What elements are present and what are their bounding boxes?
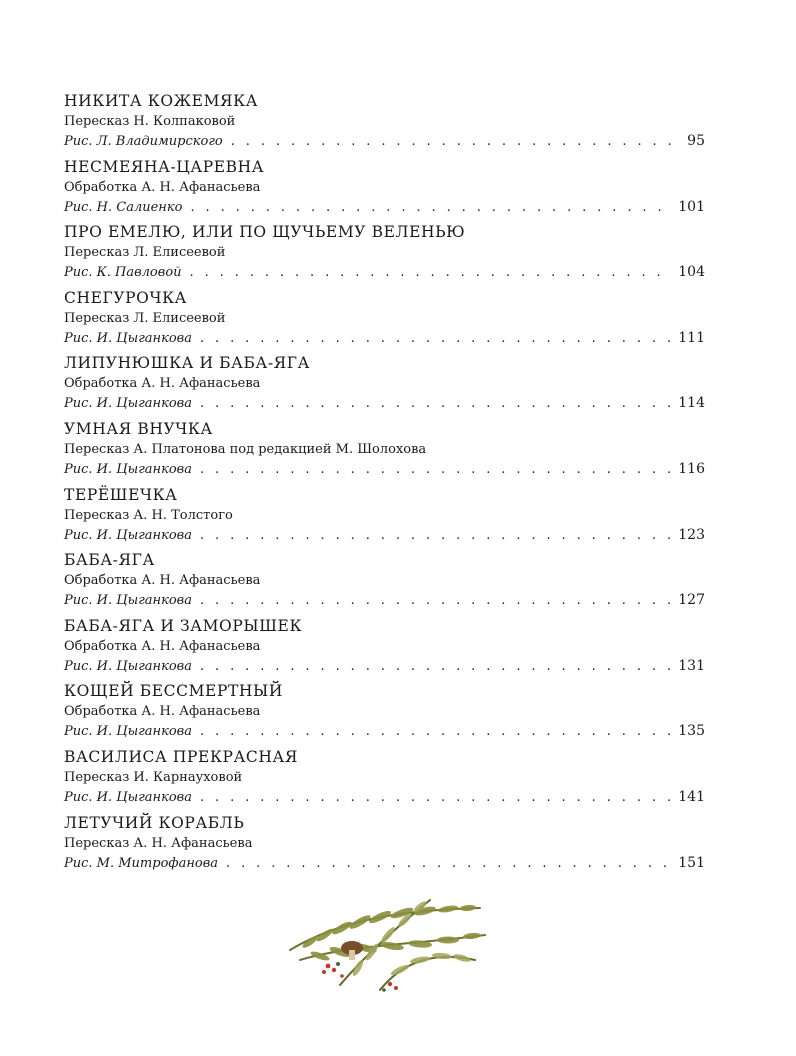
toc-entry[interactable] — [64, 220, 705, 286]
illustrator-line — [64, 393, 705, 414]
story-title: ВАСИЛИСА ПРЕКРАСНАЯ — [64, 747, 298, 766]
story-credit: Пересказ А. Платонова под редакцией М. Шолохова — [64, 441, 427, 457]
story-credit: Обработка А. Н. Афанасьева — [64, 638, 261, 654]
illustrator-line — [64, 525, 705, 546]
story-credit: Обработка А. Н. Афанасьева — [64, 376, 261, 392]
toc-entry[interactable] — [64, 548, 705, 614]
illustrator: Рис. Л. Владимирского — [64, 134, 223, 149]
toc-entry[interactable] — [64, 417, 705, 483]
toc-entry[interactable] — [64, 351, 705, 417]
toc-entry[interactable] — [64, 286, 705, 352]
illustrator-line — [64, 131, 705, 152]
dot-leader — [231, 132, 681, 152]
page-number[interactable]: 95 — [687, 133, 705, 149]
page-number[interactable]: 151 — [678, 854, 705, 871]
story-title: БАБА-ЯГА И ЗАМОРЫШЕК — [64, 616, 303, 635]
toc-entry[interactable] — [64, 483, 705, 549]
illustrator-line — [64, 197, 705, 218]
dot-leader — [200, 722, 672, 742]
story-credit: Обработка А. Н. Афанасьева — [64, 704, 261, 720]
toc-entry[interactable] — [64, 679, 705, 745]
illustrator: Рис. И. Цыганкова — [64, 593, 192, 609]
illustrator: Рис. И. Цыганкова — [64, 789, 192, 805]
story-title: БАБА-ЯГА — [64, 551, 155, 570]
story-credit: Пересказ Л. Елисеевой — [64, 245, 226, 261]
table-of-contents — [64, 89, 705, 876]
story-title: ЛИПУНЮШКА И БАБА-ЯГА — [64, 354, 310, 373]
story-credit: Пересказ Л. Елисеевой — [64, 310, 226, 326]
illustrator-line — [64, 721, 705, 742]
dot-leader — [200, 460, 672, 480]
toc-entry[interactable] — [64, 811, 705, 877]
dot-leader — [200, 329, 672, 349]
dot-leader — [200, 788, 672, 808]
page-number[interactable]: 101 — [678, 198, 705, 215]
story-title: СНЕГУРОЧКА — [64, 288, 188, 307]
toc-entry[interactable] — [64, 614, 705, 680]
dot-leader — [200, 591, 672, 611]
dot-leader — [200, 526, 672, 546]
dot-leader — [200, 394, 672, 414]
illustrator-line — [64, 328, 705, 349]
illustrator: Рис. М. Митрофанова — [64, 855, 219, 871]
story-title: НИКИТА КОЖЕМЯКА — [64, 92, 259, 110]
page-number[interactable]: 104 — [678, 264, 705, 281]
page-number[interactable]: 127 — [678, 592, 705, 609]
toc-entry[interactable] — [64, 745, 705, 811]
story-credit: Обработка А. Н. Афанасьева — [64, 573, 261, 589]
story-credit: Пересказ А. Н. Толстого — [64, 507, 233, 523]
page-number[interactable]: 116 — [678, 460, 705, 477]
fern-with-mushroom-and-berries-icon — [280, 890, 495, 1005]
story-title: КОЩЕЙ БЕССМЕРТНЫЙ — [64, 682, 284, 701]
page-number[interactable]: 111 — [678, 329, 705, 346]
illustrator: Рис. И. Цыганкова — [64, 724, 192, 740]
illustrator: Рис. К. Павловой — [64, 265, 182, 281]
page-number[interactable]: 114 — [678, 395, 705, 412]
illustrator: Рис. Н. Салиенко — [64, 199, 183, 215]
illustrator: Рис. И. Цыганкова — [64, 658, 192, 674]
page-number[interactable]: 131 — [678, 657, 705, 674]
illustrator: Рис. И. Цыганкова — [64, 330, 192, 346]
illustrator-line — [64, 590, 705, 611]
illustrator: Рис. И. Цыганкова — [64, 527, 192, 543]
story-credit: Обработка А. Н. Афанасьева — [64, 179, 261, 195]
illustrator-line — [64, 853, 705, 874]
page-number[interactable]: 135 — [678, 723, 705, 740]
story-title: ПРО ЕМЕЛЮ, ИЛИ ПО ЩУЧЬЕМУ ВЕЛЕНЬЮ — [64, 223, 466, 242]
illustrator-line — [64, 656, 705, 677]
story-credit: Пересказ А. Н. Афанасьева — [64, 835, 253, 851]
dot-leader — [190, 263, 673, 283]
page-number[interactable]: 123 — [678, 526, 705, 543]
page-number[interactable]: 141 — [678, 788, 705, 805]
illustrator-line — [64, 459, 705, 480]
story-credit: Пересказ И. Карнауховой — [64, 769, 243, 785]
dot-leader — [200, 657, 672, 677]
toc-entry[interactable] — [64, 89, 705, 155]
illustrator: Рис. И. Цыганкова — [64, 461, 192, 477]
illustrator-line — [64, 787, 705, 808]
story-title: ТЕРЁШЕЧКА — [64, 485, 178, 504]
illustrator: Рис. И. Цыганкова — [64, 396, 192, 412]
story-credit: Пересказ Н. Колпаковой — [64, 114, 236, 129]
dot-leader — [190, 198, 672, 218]
dot-leader — [226, 854, 672, 874]
toc-entry[interactable] — [64, 155, 705, 221]
story-title: ЛЕТУЧИЙ КОРАБЛЬ — [64, 813, 245, 832]
story-title: УМНАЯ ВНУЧКА — [64, 419, 213, 438]
illustrator-line — [64, 262, 705, 283]
story-title: НЕСМЕЯНА-ЦАРЕВНА — [64, 157, 265, 176]
